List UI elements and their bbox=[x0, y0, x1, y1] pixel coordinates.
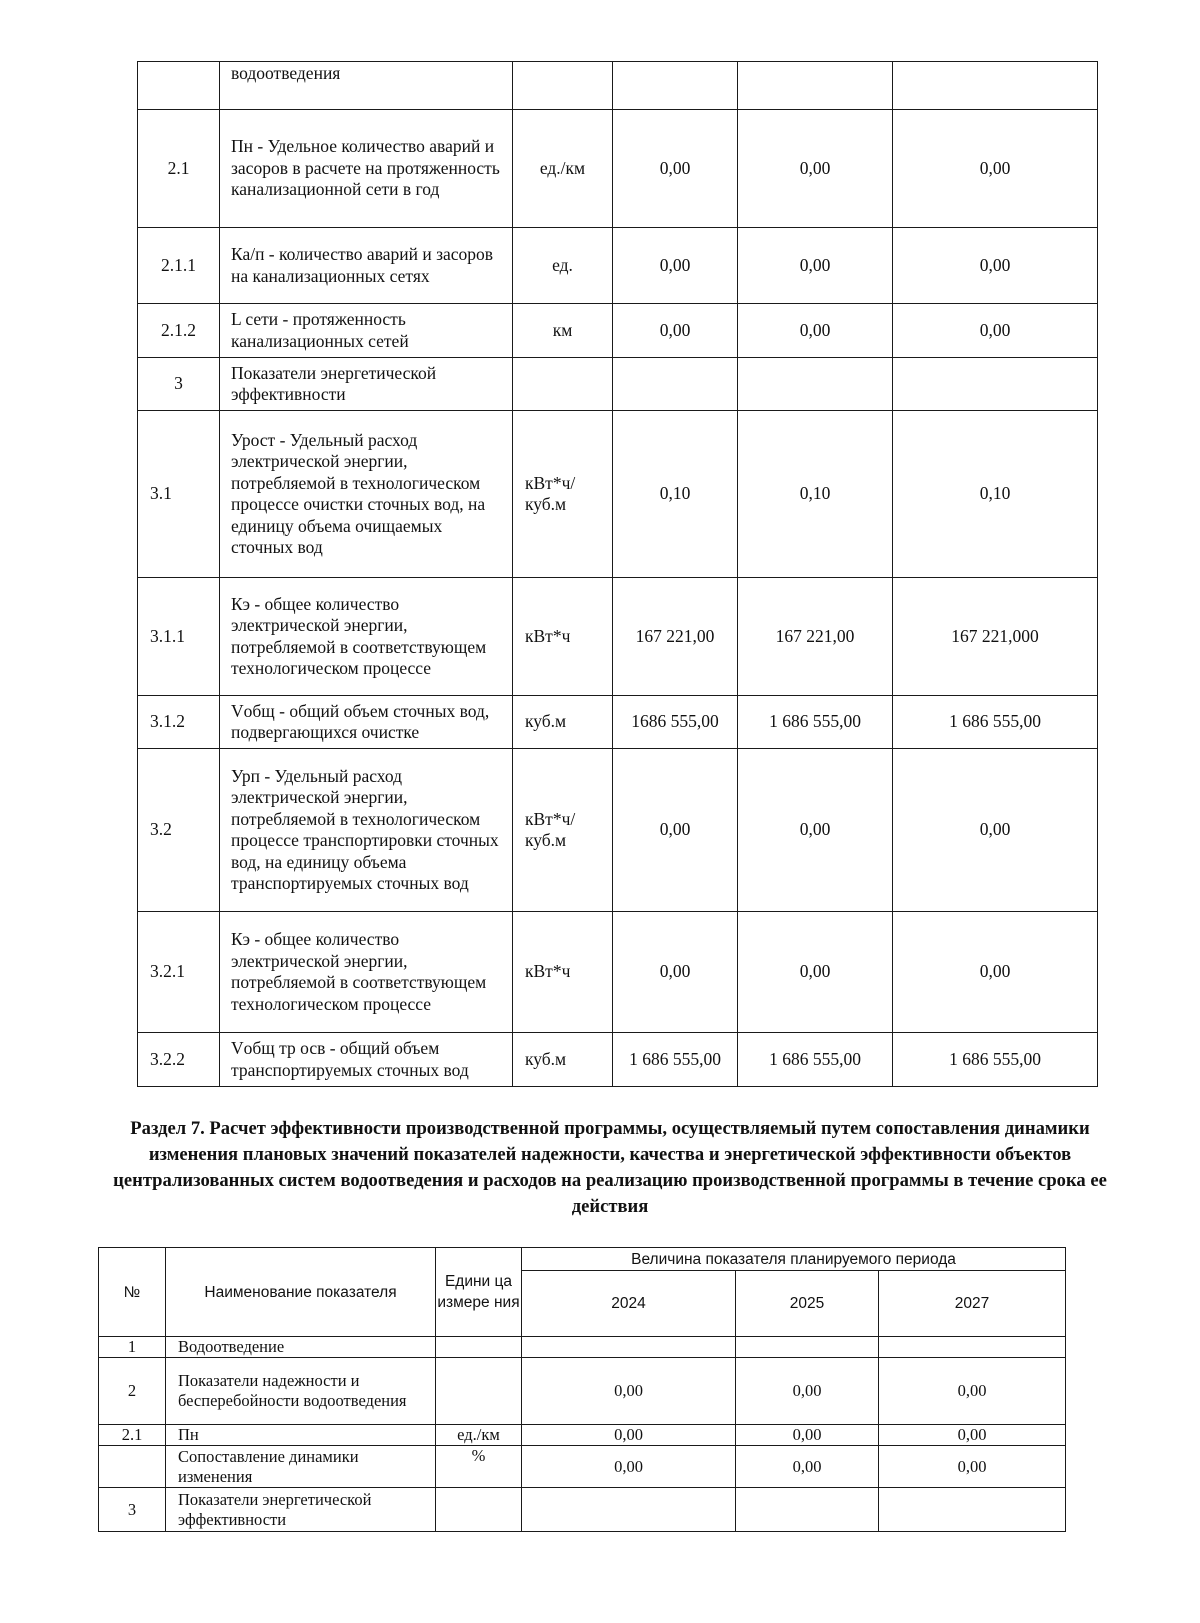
value-2025 bbox=[736, 1488, 879, 1532]
value-2027: 1 686 555,00 bbox=[893, 1033, 1098, 1087]
value-2024: 0,00 bbox=[613, 110, 738, 228]
value-2024: 1 686 555,00 bbox=[613, 1033, 738, 1087]
table-row bbox=[138, 62, 1098, 110]
value-2024 bbox=[522, 1488, 736, 1532]
col-header-period-group: Величина показателя планируемого периода bbox=[522, 1248, 1066, 1271]
table-row bbox=[99, 1446, 1066, 1488]
col-header-name: Наименование показателя bbox=[166, 1248, 436, 1337]
indicator-name: Кэ - общее количество электрической энергии, потребляемой в соответствующем технологическом процессе bbox=[220, 578, 513, 696]
table-row bbox=[99, 1358, 1066, 1425]
unit-cell bbox=[436, 1358, 522, 1425]
indicator-name: Кэ - общее количество электрической энергии, потребляемой в соответствующем технологическом процессе bbox=[220, 912, 513, 1033]
indicator-name: Сопоставление динамики изменения bbox=[166, 1446, 436, 1488]
col-header-unit: Едини ца измере ния bbox=[436, 1248, 522, 1337]
value-2027: 0,00 bbox=[879, 1358, 1066, 1425]
unit-cell: % bbox=[436, 1446, 522, 1488]
row-number: 3.1.1 bbox=[138, 578, 220, 696]
table-header-row bbox=[99, 1248, 1066, 1271]
value-2027: 0,10 bbox=[893, 411, 1098, 578]
value-2025: 1 686 555,00 bbox=[738, 696, 893, 749]
value-2025: 0,00 bbox=[736, 1446, 879, 1488]
value-2027 bbox=[893, 358, 1098, 411]
table-row bbox=[99, 1425, 1066, 1446]
value-2027: 0,00 bbox=[893, 110, 1098, 228]
value-2024 bbox=[522, 1337, 736, 1358]
value-2027: 0,00 bbox=[879, 1425, 1066, 1446]
row-number: 3 bbox=[99, 1488, 166, 1532]
value-2024: 0,00 bbox=[522, 1358, 736, 1425]
unit-cell: ед. bbox=[513, 228, 613, 304]
value-2025: 0,00 bbox=[738, 228, 893, 304]
value-2027 bbox=[879, 1337, 1066, 1358]
value-2027: 0,00 bbox=[893, 228, 1098, 304]
unit-cell: кВт*ч bbox=[513, 578, 613, 696]
value-2025 bbox=[736, 1337, 879, 1358]
row-number: 3.2.2 bbox=[138, 1033, 220, 1087]
value-2027: 0,00 bbox=[879, 1446, 1066, 1488]
value-2025: 1 686 555,00 bbox=[738, 1033, 893, 1087]
unit-cell: кВт*ч bbox=[513, 912, 613, 1033]
value-2025: 0,10 bbox=[738, 411, 893, 578]
unit-cell bbox=[513, 62, 613, 110]
unit-cell: км bbox=[513, 304, 613, 358]
unit-cell: ед./км bbox=[513, 110, 613, 228]
indicator-name: водоотведения bbox=[220, 62, 513, 110]
value-2025: 0,00 bbox=[738, 749, 893, 912]
value-2024: 167 221,00 bbox=[613, 578, 738, 696]
unit-cell: кВт*ч/ куб.м bbox=[513, 749, 613, 912]
table-row bbox=[138, 411, 1098, 578]
value-2024: 0,00 bbox=[613, 912, 738, 1033]
indicators-table bbox=[137, 61, 1098, 1087]
value-2027: 0,00 bbox=[893, 749, 1098, 912]
value-2025: 0,00 bbox=[736, 1425, 879, 1446]
unit-cell: кВт*ч/ куб.м bbox=[513, 411, 613, 578]
efficiency-table bbox=[98, 1247, 1066, 1532]
value-2025: 167 221,00 bbox=[738, 578, 893, 696]
table-row bbox=[138, 912, 1098, 1033]
indicator-name: Пн bbox=[166, 1425, 436, 1446]
row-number: 2.1.1 bbox=[138, 228, 220, 304]
value-2025: 0,00 bbox=[738, 912, 893, 1033]
table-row bbox=[138, 358, 1098, 411]
indicator-name: Ка/п - количество аварий и засоров на канализационных сетях bbox=[220, 228, 513, 304]
section-7-heading: Раздел 7. Расчет эффективности производственной программы, осуществляемый путем сопоставления динамики изменения плановых значений показателей надежности, качества и энергетической эффективности объектов централизованных систем водоотведения и расходов на реализацию производственной программы в течение срока ее действия bbox=[113, 1118, 1107, 1217]
value-2025: 0,00 bbox=[738, 304, 893, 358]
col-header-2027: 2027 bbox=[879, 1271, 1066, 1337]
value-2024 bbox=[613, 358, 738, 411]
unit-cell bbox=[513, 358, 613, 411]
unit-cell: ед./км bbox=[436, 1425, 522, 1446]
indicator-name: Урп - Удельный расход электрической энергии, потребляемой в технологическом процессе транспортировки сточных вод, на единицу объема транспортируемых сточных вод bbox=[220, 749, 513, 912]
table-row bbox=[138, 578, 1098, 696]
table-row bbox=[138, 749, 1098, 912]
row-number: 2.1.2 bbox=[138, 304, 220, 358]
value-2027: 0,00 bbox=[893, 304, 1098, 358]
value-2024: 0,10 bbox=[613, 411, 738, 578]
table-row bbox=[138, 228, 1098, 304]
row-number: 2 bbox=[99, 1358, 166, 1425]
value-2027: 1 686 555,00 bbox=[893, 696, 1098, 749]
indicator-name: Урост - Удельный расход электрической энергии, потребляемой в технологическом процессе очистки сточных вод, на единицу объема очищаемых сточных вод bbox=[220, 411, 513, 578]
table-row bbox=[138, 110, 1098, 228]
col-header-2024: 2024 bbox=[522, 1271, 736, 1337]
table-row bbox=[138, 696, 1098, 749]
col-header-number: № bbox=[99, 1248, 166, 1337]
value-2027: 0,00 bbox=[893, 912, 1098, 1033]
value-2024: 0,00 bbox=[613, 228, 738, 304]
value-2027: 167 221,000 bbox=[893, 578, 1098, 696]
row-number: 3.2.1 bbox=[138, 912, 220, 1033]
value-2024: 0,00 bbox=[522, 1425, 736, 1446]
value-2027 bbox=[879, 1488, 1066, 1532]
table-row bbox=[99, 1337, 1066, 1358]
row-number bbox=[138, 62, 220, 110]
indicator-name: L сети - протяженность канализационных сетей bbox=[220, 304, 513, 358]
col-header-2025: 2025 bbox=[736, 1271, 879, 1337]
table-row bbox=[138, 304, 1098, 358]
value-2024: 0,00 bbox=[522, 1446, 736, 1488]
row-number: 3.1.2 bbox=[138, 696, 220, 749]
indicator-name: Vобщ - общий объем сточных вод, подвергающихся очистке bbox=[220, 696, 513, 749]
value-2025: 0,00 bbox=[736, 1358, 879, 1425]
row-number: 3.2 bbox=[138, 749, 220, 912]
row-number: 2.1 bbox=[138, 110, 220, 228]
value-2025: 0,00 bbox=[738, 110, 893, 228]
row-number: 1 bbox=[99, 1337, 166, 1358]
value-2025 bbox=[738, 62, 893, 110]
value-2024: 1686 555,00 bbox=[613, 696, 738, 749]
unit-cell: куб.м bbox=[513, 1033, 613, 1087]
value-2025 bbox=[738, 358, 893, 411]
table-row bbox=[138, 1033, 1098, 1087]
unit-cell: куб.м bbox=[513, 696, 613, 749]
indicator-name: Водоотведение bbox=[166, 1337, 436, 1358]
value-2024: 0,00 bbox=[613, 304, 738, 358]
unit-cell bbox=[436, 1488, 522, 1532]
indicator-name: Пн - Удельное количество аварий и засоров в расчете на протяженность канализационной сети в год bbox=[220, 110, 513, 228]
table-row bbox=[99, 1488, 1066, 1532]
row-number: 3.1 bbox=[138, 411, 220, 578]
indicator-name: Vобщ тр осв - общий объем транспортируемых сточных вод bbox=[220, 1033, 513, 1087]
value-2024: 0,00 bbox=[613, 749, 738, 912]
indicator-name: Показатели энергетической эффективности bbox=[220, 358, 513, 411]
row-number bbox=[99, 1446, 166, 1488]
indicator-name: Показатели энергетической эффективности bbox=[166, 1488, 436, 1532]
indicator-name: Показатели надежности и бесперебойности водоотведения bbox=[166, 1358, 436, 1425]
row-number: 2.1 bbox=[99, 1425, 166, 1446]
value-2024 bbox=[613, 62, 738, 110]
value-2027 bbox=[893, 62, 1098, 110]
unit-cell bbox=[436, 1337, 522, 1358]
row-number: 3 bbox=[138, 358, 220, 411]
